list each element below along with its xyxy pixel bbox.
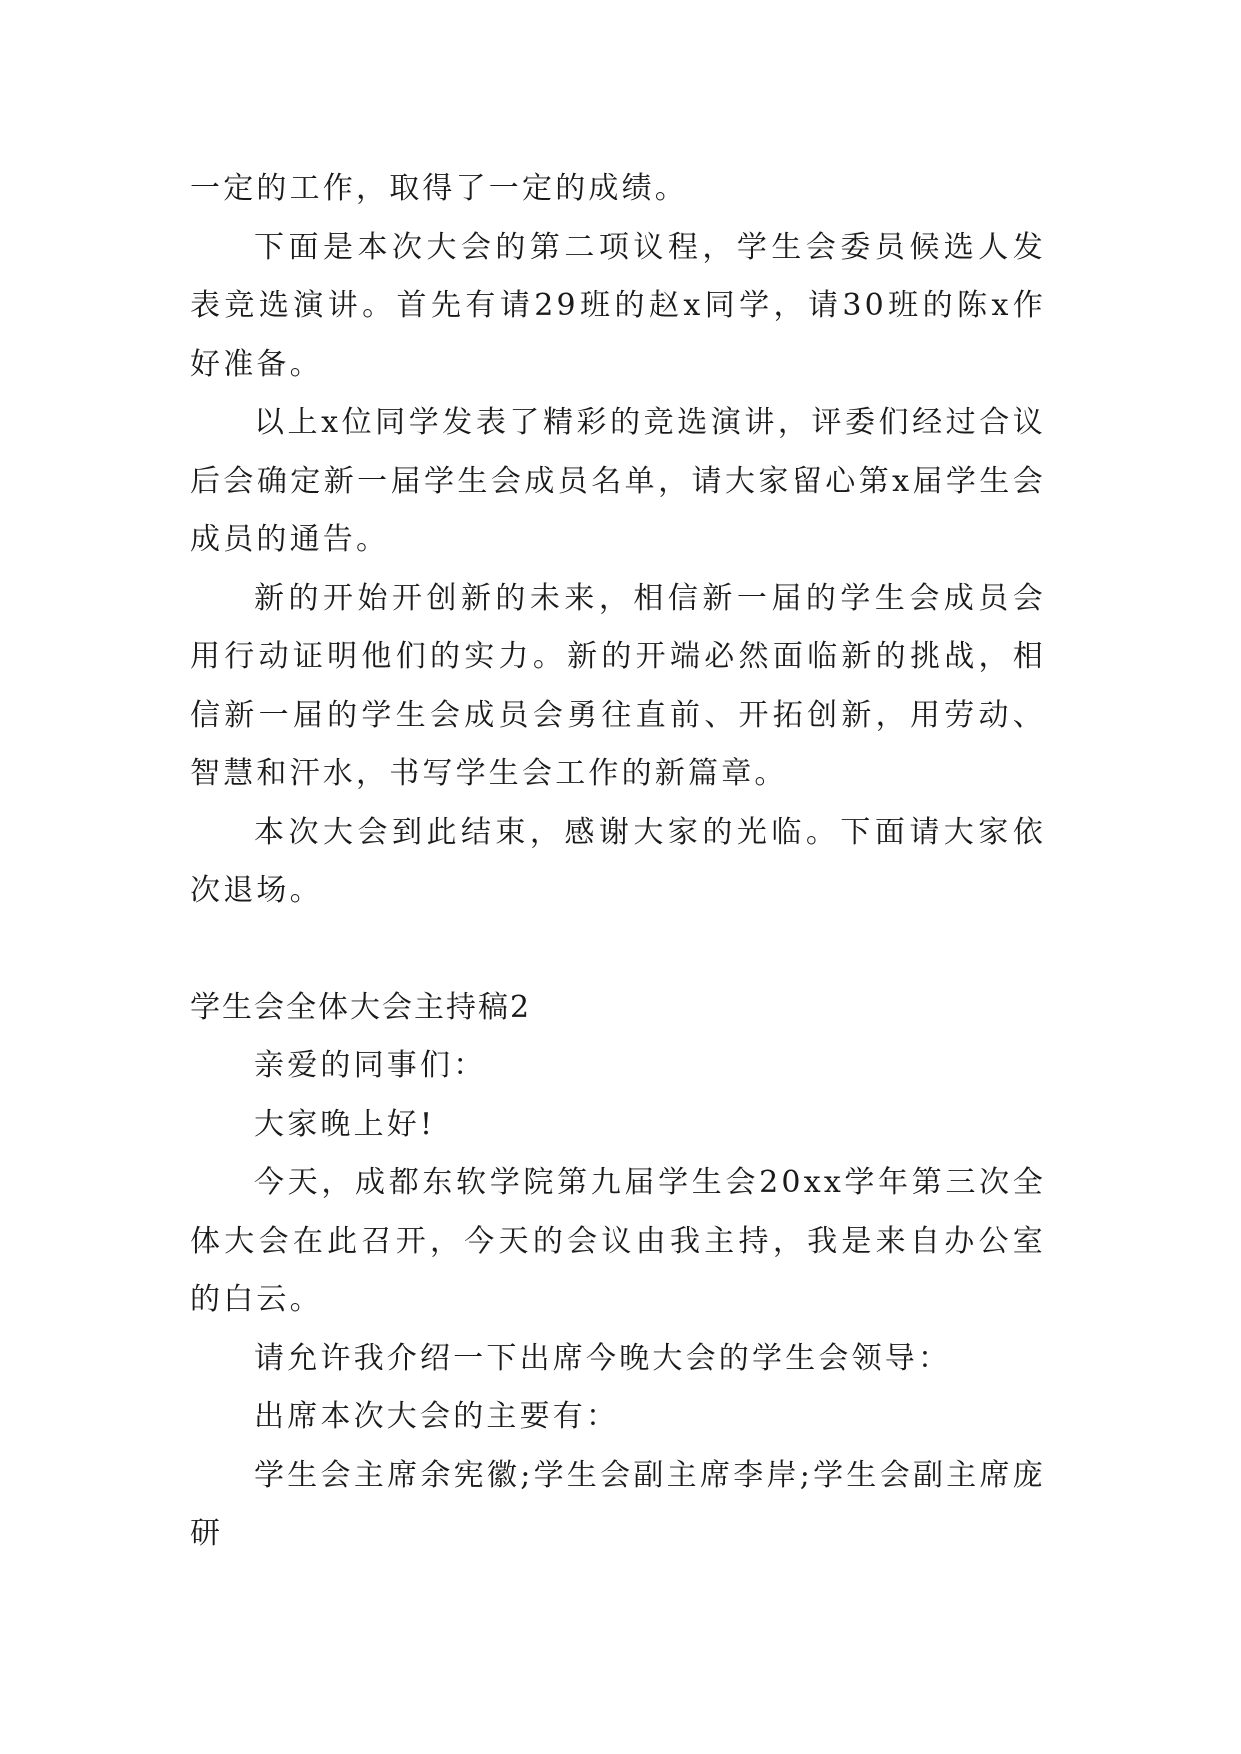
paragraph: 下面是本次大会的第二项议程，学生会委员候选人发表竞选演讲。首先有请29班的赵x同学，请30班的陈x作好准备。 bbox=[190, 229, 1046, 382]
paragraph: 请允许我介绍一下出席今晚大会的学生会领导： bbox=[254, 1340, 952, 1376]
paragraph: 本次大会到此结束，感谢大家的光临。下面请大家依次退场。 bbox=[190, 814, 1046, 908]
paragraph: 大家晚上好! bbox=[254, 1106, 436, 1142]
paragraph: 今天，成都东软学院第九届学生会20xx学年第三次全体大会在此召开，今天的会议由我主持，我是来自办公室的白云。 bbox=[190, 1165, 1046, 1317]
paragraph: 学生会主席余宪徽;学生会副主席李岸;学生会副主席庞研 bbox=[190, 1457, 1046, 1551]
paragraph: 亲爱的同事们： bbox=[254, 1048, 487, 1083]
section-title: 学生会全体大会主持稿2 bbox=[190, 989, 532, 1025]
paragraph: 出席本次大会的主要有： bbox=[254, 1399, 620, 1434]
paragraph: 新的开始开创新的未来，相信新一届的学生会成员会用行动证明他们的实力。新的开端必然面临新的挑战，相信新一届的学生会成员会勇往直前、开拓创新，用劳动、智慧和汗水，书写学生会工作的新篇章。 bbox=[190, 580, 1046, 791]
document-body bbox=[190, 160, 1046, 1564]
paragraph: 一定的工作，取得了一定的成绩。 bbox=[190, 171, 688, 206]
paragraph: 以上x位同学发表了精彩的竞选演讲，评委们经过合议后会确定新一届学生会成员名单，请大家留心第x届学生会成员的通告。 bbox=[190, 405, 1046, 557]
